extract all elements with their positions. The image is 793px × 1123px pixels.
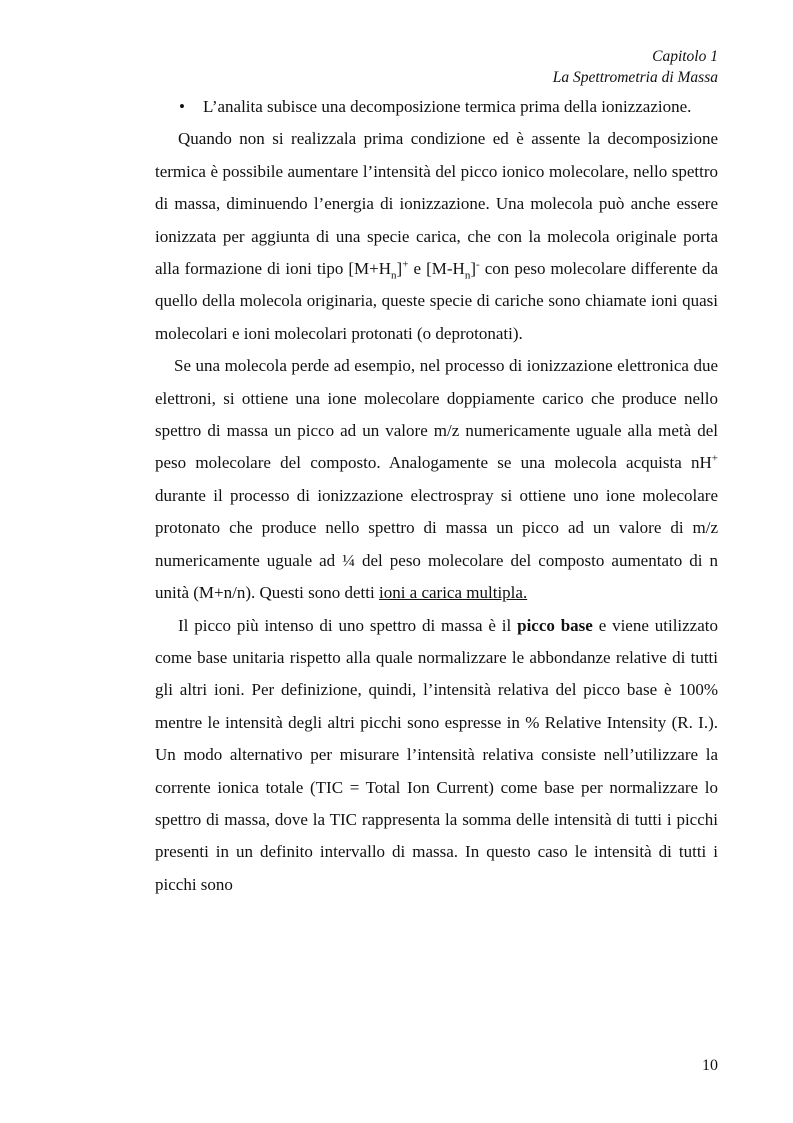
- para1-text-2: ]: [396, 259, 403, 279]
- para2-text-2: durante il processo di ionizzazione electrospray si ottiene uno ione molecolare protonato che produce nello spettro di massa un picco ad un valore di m/z numericamente uguale ad ¼ del peso molecolare del composto aumentato di n unità (M+n/n). Questi sono detti: [155, 485, 718, 603]
- page-number: 10: [702, 1057, 718, 1074]
- paragraph-multiple-charge: [155, 350, 718, 609]
- para2-superscript: +: [711, 452, 718, 465]
- para1-subscript-2: n: [464, 269, 471, 282]
- para2-text-1: Se una molecola perde ad esempio, nel processo di ionizzazione elettronica due elettroni, si ottiene una ione molecolare doppiamente carico che produce nello spettro di massa un picco ad un valore m/z numericamente uguale alla metà del peso molecolare del composto. Analogamente se una molecola acquista nH: [155, 356, 718, 473]
- para1-subscript-1: n: [391, 269, 397, 282]
- para1-text-4: ]: [470, 259, 476, 279]
- bullet-text: L’analita subisce una decomposizione termica prima della ionizzazione.: [203, 97, 692, 116]
- chapter-label: Capitolo 1: [652, 48, 718, 65]
- multiple-charge-ions-term: ioni a carica multipla.: [378, 583, 528, 603]
- para1-text-3: e [M-H: [408, 259, 465, 279]
- paragraph-ionization-conditions: [155, 123, 718, 350]
- para1-text-1: Quando non si realizzala prima condizione ed è assente la decomposizione termica è possibile aumentare l’intensità del picco ionico molecolare, nello spettro di massa, diminuendo l’energia di ionizzazione. Una molecola può anche essere ionizzata per aggiunta di una specie carica, che con la molecola originale porta alla formazione di ioni tipo [M+H: [155, 129, 718, 279]
- para1-superscript-2: -: [475, 258, 480, 271]
- base-peak-term: picco base: [517, 615, 593, 635]
- paragraph-base-peak: [155, 610, 718, 902]
- para3-text-2: e viene utilizzato come base unitaria rispetto alla quale normalizzare le abbondanze relative di tutti gli altri ioni. Per definizione, quindi, l’intensità relativa del picco base è 100% mentre le intensità degli altri picchi sono espresse in % Relative Intensity (R. I.). Un modo alternativo per misurare l’intensità relativa consiste nell’utilizzare la corrente ionica totale (TIC = Total Ion Current) come base per normalizzare lo spettro di massa, dove la TIC rappresenta la somma delle intensità di tutti i picchi presenti in un definito intervallo di massa. In questo caso le intensità di tutti i picchi sono: [155, 615, 718, 894]
- para3-text-1: Il picco più intenso di uno spettro di massa è il: [178, 615, 518, 635]
- para1-text-5: con peso molecolare differente da quello della molecola originaria, queste specie di cariche sono chiamate ioni quasi molecolari e ioni molecolari protonati (o deprotonati).: [155, 259, 718, 343]
- bullet-icon: •: [179, 97, 185, 116]
- para1-superscript-1: +: [402, 258, 409, 271]
- bullet-item: [155, 91, 718, 123]
- section-title: La Spettrometria di Massa: [552, 69, 718, 86]
- page-body: [155, 91, 718, 901]
- running-header: [553, 46, 718, 88]
